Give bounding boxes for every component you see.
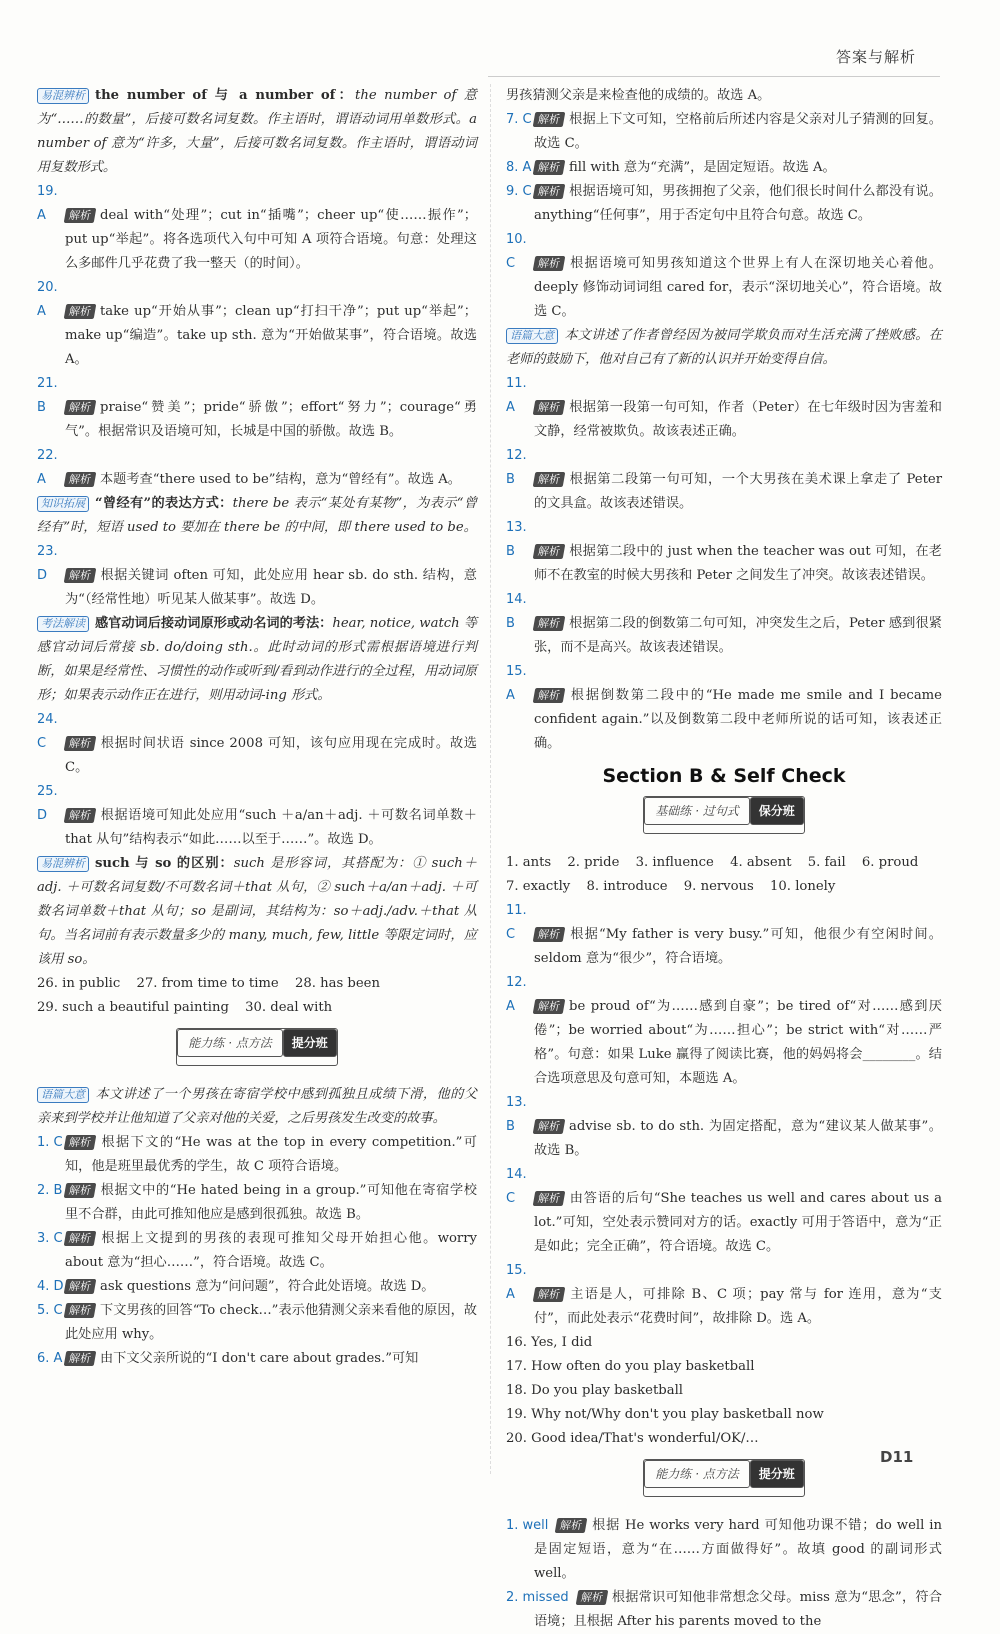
answer-item <box>37 276 477 372</box>
answer-text: 主语是人，可排除 B、C 项；pay 常与 for 连用，意为“支付”，而此处表示“花费时间”，故排除 D。选 A。 <box>534 1287 942 1326</box>
answer-item <box>506 660 942 756</box>
answer-number: 14. B <box>506 592 527 631</box>
word-answer: 8. introduce <box>586 879 668 894</box>
answer-item <box>506 588 942 660</box>
answer-item <box>506 228 942 324</box>
analysis-tag: 解析 <box>533 1287 566 1302</box>
answer-number: 19. A <box>37 184 58 223</box>
note-block <box>37 612 477 708</box>
note-text: hear, notice, watch 等感官动词后常接 sb. do/doing sth.。此时动词的形式需根据语境进行判断，如果是经常性、习惯性的动作或听到/看到动作进行的全过程，用动词原形；如果表示动作正在进行，则用动词-ing 形式。 <box>37 616 478 703</box>
answer-number: 9. C <box>506 184 532 199</box>
dialog-answer: 20. Good idea/That's wonderful/OK/… <box>506 1431 759 1446</box>
answer-text: 根据下文的“He was at the top in every competition.”可知，他是班里最优秀的学生，故 C 项符合语境。 <box>65 1135 477 1174</box>
analysis-tag: 解析 <box>533 112 566 127</box>
analysis-tag: 解析 <box>64 472 97 487</box>
header-rule <box>488 76 940 77</box>
note-tag: 易混辨析 <box>37 856 89 872</box>
continued-text <box>506 84 942 108</box>
answer-item <box>506 1514 942 1586</box>
summary-block <box>37 1083 477 1131</box>
answer-text: 根据倒数第二段中的“He made me smile and I became confident again.”以及倒数第二段中老师所说的话可知，该表述正确。 <box>534 688 942 751</box>
summary-text: 本文讲述了一个男孩在寄宿学校中感到孤独且成绩下滑，他的父亲来到学校并让他知道了父亲对他的关爱，之后男孩发生改变的故事。 <box>37 1087 477 1126</box>
analysis-tag: 解析 <box>64 736 97 751</box>
analysis-tag: 解析 <box>533 1119 566 1134</box>
answer-text: 根据语境可知，男孩拥抱了父亲，他们很长时间什么都没有说。anything“任何事”，用于否定句中且符合句意。故选 C。 <box>534 184 942 223</box>
summary-tag: 语篇大意 <box>506 328 558 344</box>
answer-text: praise“赞美”；pride“骄傲”；effort“努力”；courage“勇气”。根据常识及语境可知，长城是中国的骄傲。故选 B。 <box>65 400 477 439</box>
answer-number: 2. B <box>37 1183 63 1198</box>
answer-number: 8. A <box>506 160 532 175</box>
analysis-tag: 解析 <box>533 999 566 1014</box>
answer-item <box>506 156 942 180</box>
dialog-answer: 16. Yes, I did <box>506 1335 593 1350</box>
answer-row <box>37 972 477 996</box>
dialog-answer: 17. How often do you play basketball <box>506 1359 755 1374</box>
answer-number: 7. C <box>506 112 532 127</box>
banner-left: 能力练 · 点方法 <box>644 1460 749 1488</box>
answer-item <box>37 1299 477 1347</box>
analysis-tag: 解析 <box>64 304 97 319</box>
answer-item <box>37 1227 477 1275</box>
analysis-tag: 解析 <box>64 208 97 223</box>
answer-item <box>37 1179 477 1227</box>
page-number: D11 <box>880 1448 914 1466</box>
answer-text: 根据关键词 often 可知，此处应用 hear sb. do sth. 结构，意为“（经常性地）听见某人做某事”。故选 D。 <box>65 568 477 607</box>
answer-number: 1. C <box>37 1135 63 1150</box>
answer-item <box>506 516 942 588</box>
word-answer: 5. fail <box>807 855 846 870</box>
analysis-tag: 解析 <box>555 1518 588 1533</box>
banner-left: 能力练 · 点方法 <box>177 1029 282 1057</box>
banner-right: 提分班 <box>283 1029 337 1057</box>
section-banner <box>506 1459 942 1506</box>
answer-number: 13. B <box>506 1095 527 1134</box>
answer-item <box>37 444 477 492</box>
note-text: there be 表示“某处有某物”，为表示“曾经有”时，短语 used to 要加在 there be 的中间，即 there used to be。 <box>37 496 478 535</box>
blank-answer: 26. in public <box>37 976 121 991</box>
answer-row <box>506 851 942 875</box>
note-block <box>37 84 477 180</box>
answer-item <box>37 1131 477 1179</box>
analysis-tag: 解析 <box>533 1191 566 1206</box>
analysis-tag: 解析 <box>533 616 566 631</box>
answer-item <box>506 372 942 444</box>
banner-left: 基础练 · 过句式 <box>644 797 749 825</box>
analysis-tag: 解析 <box>533 256 566 271</box>
word-answer: 2. pride <box>567 855 620 870</box>
answer-number: 25. D <box>37 784 58 823</box>
answer-text: 根据第二段第一句可知，一个大男孩在美术课上拿走了 Peter 的文具盒。故该表述错误。 <box>534 472 942 511</box>
answer-number: 2. missed <box>506 1590 569 1605</box>
blank-answer: 30. deal with <box>245 1000 333 1015</box>
answer-text: 根据“My father is very busy.”可知，他很少有空闲时间。seldom 意为“很少”，符合语境。 <box>534 927 942 966</box>
answer-item <box>506 1586 942 1634</box>
column-divider <box>490 84 491 1474</box>
note-heading: 感官动词后接动词原形或动名词的考法： <box>95 616 333 631</box>
answer-text: 根据文中的“He hated being in a group.”可知他在寄宿学校里不合群，由此可推知他应是感到很孤独。故选 B。 <box>65 1183 477 1222</box>
answer-text: 根据语境可知男孩知道这个世界上有人在深切地关心着他。deeply 修饰动词词组 cared for，表示“深切地关心”，符合语境。故选 C。 <box>534 256 942 319</box>
analysis-tag: 解析 <box>533 184 566 199</box>
analysis-tag: 解析 <box>64 1279 97 1294</box>
answer-text: 根据 He works very hard 可知他功课不错；do well in 是固定短语，意为“在……方面做得好”。故填 good 的副词形式 well。 <box>534 1518 942 1581</box>
answer-text: 本题考查“there used to be”结构，意为“曾经有”。故选 A。 <box>100 472 461 487</box>
analysis-tag: 解析 <box>533 400 566 415</box>
answer-text: deal with“处理”；cut in“插嘴”；cheer up“使……振作”；put up“举起”。将各选项代入句中可知 A 项符合语境。句意：处理这么多邮件几乎花费了我一整天（的时间）。 <box>65 208 477 271</box>
answer-number: 11. C <box>506 903 527 942</box>
analysis-tag: 解析 <box>64 808 97 823</box>
analysis-tag: 解析 <box>64 1351 97 1366</box>
dialog-answer: 18. Do you play basketball <box>506 1383 684 1398</box>
answer-text: be proud of“为……感到自豪”；be tired of“对……感到厌倦”；be worried about“为……担心”；be strict with“对……严格”。句意：如果 Luke 赢得了阅读比赛，他的妈妈将会________。结合选项意思及句意可知，本题选 A。 <box>534 999 942 1086</box>
answer-text: ask questions 意为“问问题”，符合此处语境。故选 D。 <box>100 1279 435 1294</box>
answer-text: 根据常识可知他非常想念父母。miss 意为“思念”，符合语境；且根据 After his parents moved to the <box>534 1590 942 1629</box>
note-tag: 易混辨析 <box>37 88 89 104</box>
analysis-tag: 解析 <box>533 688 566 703</box>
analysis-tag: 解析 <box>533 927 566 942</box>
answer-number: 6. A <box>37 1351 63 1366</box>
note-heading: “曾经有”的表达方式： <box>95 496 233 511</box>
analysis-tag: 解析 <box>533 544 566 559</box>
answer-text: 根据上下文可知，空格前后所述内容是父亲对儿子猜测的回复。故选 C。 <box>534 112 942 151</box>
summary-block <box>506 324 942 372</box>
blank-answer: 28. has been <box>294 976 380 991</box>
answer-number: 15. A <box>506 664 527 703</box>
analysis-tag: 解析 <box>64 400 97 415</box>
section-title: Section B & Self Check <box>602 765 846 787</box>
banner-right: 提分班 <box>750 1460 804 1488</box>
analysis-tag: 解析 <box>64 1135 97 1150</box>
note-heading: the number of 与 a number of： <box>95 88 356 103</box>
analysis-tag: 解析 <box>575 1590 608 1605</box>
answer-text: 由答语的后句“She teaches us well and cares about us a lot.”可知，空处表示赞同对方的话。exactly 可用于答语中，意为“正是如此；完全正确”，符合语境。故选 C。 <box>534 1191 942 1254</box>
answer-text: take up“开始从事”；clean up“打扫干净”；put up“举起”；make up“编造”。take up sth. 意为“开始做某事”，符合语境。故选 A。 <box>65 304 477 367</box>
blank-answer: 27. from time to time <box>136 976 279 991</box>
answer-item <box>37 372 477 444</box>
summary-tag: 语篇大意 <box>37 1087 89 1103</box>
answer-number: 12. A <box>506 975 527 1014</box>
answer-number: 15. A <box>506 1263 527 1302</box>
section-banner <box>506 796 942 843</box>
answer-row <box>37 996 477 1020</box>
header-title: 答案与解析 <box>835 48 916 66</box>
answer-item <box>37 1275 477 1299</box>
answer-number: 10. C <box>506 232 527 271</box>
answer-text: 由下文父亲所说的“I don't care about grades.”可知 <box>100 1351 419 1366</box>
answer-text: 下文男孩的回答“To check…”表示他猜测父亲来看他的原因，故此处应用 why。 <box>65 1303 477 1342</box>
note-tag: 考法解读 <box>37 616 89 632</box>
blank-answer: 29. such a beautiful painting <box>37 1000 229 1015</box>
analysis-tag: 解析 <box>64 1231 97 1246</box>
answer-number: 22. A <box>37 448 58 487</box>
answer-item <box>506 1163 942 1259</box>
answer-item <box>506 971 942 1091</box>
analysis-tag: 解析 <box>64 1183 97 1198</box>
analysis-tag: 解析 <box>533 472 566 487</box>
answer-item <box>37 540 477 612</box>
right-column <box>506 84 942 1634</box>
answer-item <box>506 180 942 228</box>
summary-text: 本文讲述了作者曾经因为被同学欺负而对生活充满了挫败感。在老师的鼓励下，他对自己有了新的认识并开始变得自信。 <box>506 328 942 367</box>
word-answer: 6. proud <box>861 855 919 870</box>
note-tag: 知识拓展 <box>37 496 89 512</box>
word-answer: 1. ants <box>506 855 552 870</box>
answer-item <box>37 780 477 852</box>
answer-number: 5. C <box>37 1303 63 1318</box>
word-answer: 7. exactly <box>506 879 571 894</box>
answer-item <box>37 1347 477 1371</box>
analysis-tag: 解析 <box>533 160 566 175</box>
answer-text: advise sb. to do sth. 为固定搭配，意为“建议某人做某事”。故选 B。 <box>534 1119 942 1158</box>
answer-text: 根据第二段中的 just when the teacher was out 可知，在老师不在教室的时候大男孩和 Peter 之间发生了冲突。故该表述错误。 <box>534 544 942 583</box>
banner-right: 保分班 <box>750 797 804 825</box>
answer-item <box>506 108 942 156</box>
word-answer: 3. influence <box>635 855 714 870</box>
note-heading: such 与 so 的区别： <box>95 856 234 871</box>
section-banner <box>37 1028 477 1075</box>
word-answer: 4. absent <box>730 855 792 870</box>
note-text: the number of 意为“……的数量”，后接可数名词复数。作主语时，谓语动词用单数形式。a number of 意为“许多，大量”，后接可数名词复数。作主语时，谓语动词用复数形式。 <box>37 88 477 175</box>
answer-item <box>37 180 477 276</box>
answer-text: 根据语境可知此处应用“such ＋a/an＋adj. ＋可数名词单数＋that 从句”结构表示“如此……以至于……”。故选 D。 <box>65 808 477 847</box>
answer-item <box>506 1259 942 1331</box>
dialog-answer: 19. Why not/Why don't you play basketball now <box>506 1407 824 1422</box>
answer-row <box>506 875 942 899</box>
analysis-tag: 解析 <box>64 568 97 583</box>
word-answer: 9. nervous <box>683 879 754 894</box>
answer-number: 13. B <box>506 520 527 559</box>
answer-text: fill with 意为“充满”，是固定短语。故选 A。 <box>569 160 836 175</box>
answer-number: 11. A <box>506 376 527 415</box>
word-answer: 10. lonely <box>770 879 836 894</box>
note-text: such 是形容词，其搭配为：① such＋adj. ＋可数名词复数/不可数名词＋that 从句，② such＋a/an＋adj. ＋可数名词单数＋that 从句；so 是副词，其结构为：so＋adj./adv.＋that 从句。当名词前有表示数量多少的 many, much, few, little 等限定词时，应该用 so。 <box>37 856 477 967</box>
answer-number: 23. D <box>37 544 58 583</box>
answer-number: 20. A <box>37 280 58 319</box>
answer-text: 男孩猜测父亲是来检查他的成绩的。故选 A。 <box>506 88 771 103</box>
note-block <box>37 852 477 972</box>
answer-item <box>506 1091 942 1163</box>
analysis-tag: 解析 <box>64 1303 97 1318</box>
answer-text: 根据第二段的倒数第二句可知，冲突发生之后，Peter 感到很紧张，而不是高兴。故该表述错误。 <box>534 616 942 655</box>
answer-item <box>506 899 942 971</box>
answer-number: 12. B <box>506 448 527 487</box>
left-column <box>37 84 477 1371</box>
answer-number: 1. well <box>506 1518 549 1533</box>
answer-text: 根据第一段第一句可知，作者（Peter）在七年级时因为害羞和文静，经常被欺负。故该表述正确。 <box>534 400 942 439</box>
answer-number: 21. B <box>37 376 58 415</box>
answer-text: 根据时间状语 since 2008 可知，该句应用现在完成时。故选 C。 <box>65 736 477 775</box>
answer-number: 24. C <box>37 712 58 751</box>
answer-number: 14. C <box>506 1167 527 1206</box>
answer-item <box>506 444 942 516</box>
answer-number: 3. C <box>37 1231 63 1246</box>
answer-number: 4. D <box>37 1279 64 1294</box>
note-block <box>37 492 477 540</box>
answer-item <box>37 708 477 780</box>
answer-text: 根据上文提到的男孩的表现可推知父母开始担心他。worry about 意为“担心……”，符合语境。故选 C。 <box>65 1231 477 1270</box>
